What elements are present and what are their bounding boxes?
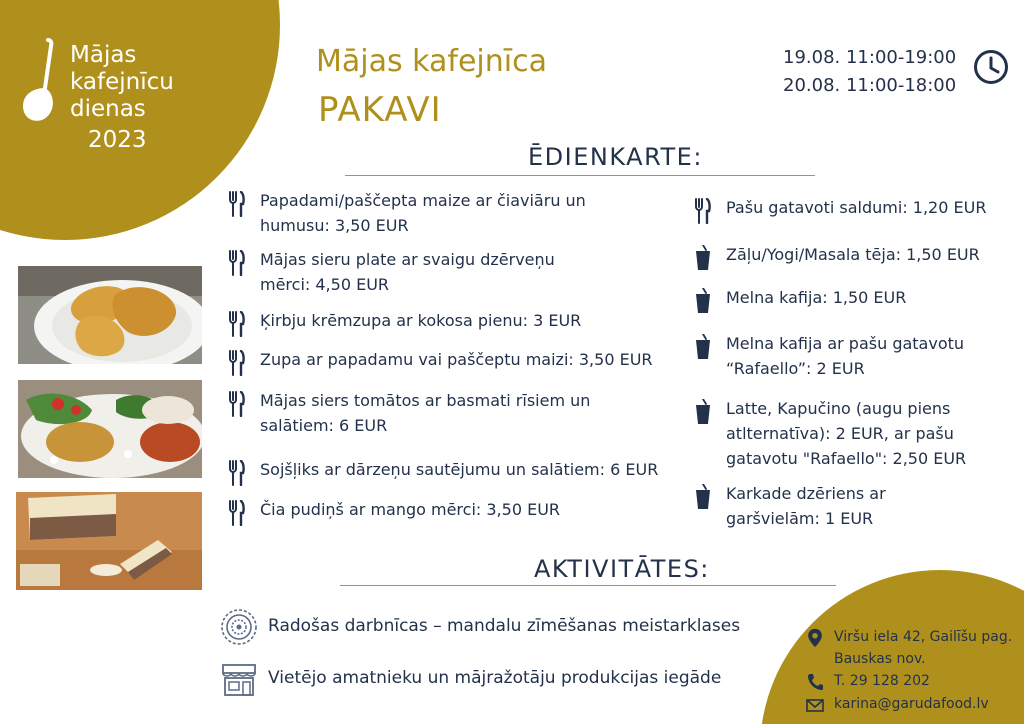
fork-knife-icon — [228, 500, 246, 526]
cup-icon — [694, 334, 712, 360]
layered-dessert-photo — [16, 492, 202, 590]
cafe-title: Mājas kafejnīca — [316, 44, 547, 79]
menu-item-text: Pašu gatavoti saldumi: 1,20 EUR — [726, 198, 987, 217]
fork-knife-icon — [228, 350, 246, 376]
menu-item-text: Papadami/paščepta maize ar čiaviāru un humusu: 3,50 EUR — [260, 191, 586, 235]
email-link[interactable]: karina@garudafood.lv — [834, 696, 989, 712]
menu-item-text: Zupa ar papadamu vai paščeptu maizi: 3,50 EUR — [260, 350, 653, 369]
logo-line-3: dienas — [70, 96, 146, 122]
address-text — [834, 626, 1012, 670]
fork-knife-icon — [228, 311, 246, 337]
hours-day-2: 20.08. 11:00-18:00 — [783, 75, 957, 96]
market-stall-icon — [220, 660, 258, 698]
menu-item-text: Mājas sieru plate ar svaigu dzērveņu mērci: 4,50 EUR — [260, 250, 555, 294]
cup-icon — [694, 484, 712, 510]
drink-item-text: Latte, Kapučino (augu piens atlternatīva): 2 EUR, ar pašu gatavotu "Rafaello": 2,50 EUR — [726, 399, 967, 468]
clock-icon — [972, 48, 1010, 86]
phone-text: T. 29 128 202 — [834, 673, 930, 689]
menu-item-sweets — [694, 195, 1014, 221]
empanada-photo — [18, 266, 202, 364]
activity-text: Radošas darbnīcas – mandalu zīmēšanas meistarklases — [268, 616, 741, 636]
envelope-icon — [806, 695, 824, 715]
menu-item — [228, 308, 648, 334]
menu-item — [228, 347, 698, 373]
logo-line-2: kafejnīcu — [70, 69, 174, 95]
fork-knife-icon — [228, 391, 246, 417]
ladle-icon — [18, 38, 62, 128]
mandala-icon — [220, 608, 258, 646]
phone-icon — [806, 672, 824, 692]
fork-knife-icon — [228, 250, 246, 276]
logo-year: 2023 — [88, 127, 147, 153]
opening-hours — [783, 44, 956, 100]
menu-item-text: Ķirbju krēmzupa ar kokosa pienu: 3 EUR — [260, 311, 582, 330]
map-pin-icon — [806, 628, 824, 648]
menu-item-text: Čia pudiņš ar mango mērci: 3,50 EUR — [260, 500, 561, 519]
curry-salad-photo — [18, 380, 202, 478]
activity-text: Vietējo amatnieku un mājražotāju produkcijas iegāde — [268, 668, 722, 688]
contact-address — [806, 626, 1022, 670]
drink-item — [694, 331, 1014, 383]
fork-knife-icon — [228, 460, 246, 486]
cup-icon — [694, 399, 712, 425]
drink-item — [694, 481, 1014, 533]
activity-item — [220, 616, 780, 640]
menu-divider — [345, 175, 815, 176]
address-line-2: Bauskas nov. — [834, 651, 926, 667]
drink-item — [694, 242, 1014, 268]
hours-day-1: 19.08. 11:00-19:00 — [783, 47, 957, 68]
menu-item — [228, 457, 698, 483]
menu-item-text: Sojšļiks ar dārzeņu sautējumu un salātiem: 6 EUR — [260, 460, 659, 479]
menu-item — [228, 188, 648, 240]
logo-line-1: Mājas — [70, 42, 137, 68]
contact-phone — [806, 670, 1016, 692]
fork-knife-icon — [228, 191, 246, 217]
drink-item-text: Melna kafija ar pašu gatavotu “Rafaello”: 2 EUR — [726, 334, 965, 378]
menu-item — [228, 247, 648, 299]
menu-item-text: Mājas siers tomātos ar basmati rīsiem un salātiem: 6 EUR — [260, 391, 591, 435]
drink-item — [694, 396, 1014, 474]
logo-title — [70, 42, 174, 123]
activities-heading: AKTIVITĀTES: — [534, 555, 710, 583]
cup-icon — [694, 245, 712, 271]
menu-item — [228, 388, 648, 440]
activity-item — [220, 668, 780, 692]
menu-heading: ĒDIENKARTE: — [528, 143, 703, 171]
address-line-1: Viršu iela 42, Gailīšu pag. — [834, 629, 1013, 645]
contact-email — [806, 693, 1022, 715]
cup-icon — [694, 288, 712, 314]
cafe-name: PAKAVI — [318, 90, 442, 130]
drink-item-text: Zāļu/Yogi/Masala tēja: 1,50 EUR — [726, 245, 980, 264]
fork-knife-icon — [694, 198, 712, 224]
drink-item-text: Melna kafija: 1,50 EUR — [726, 288, 907, 307]
activities-divider — [340, 585, 836, 586]
menu-item — [228, 497, 648, 523]
drink-item — [694, 285, 1014, 311]
drink-item-text: Karkade dzēriens ar garšvielām: 1 EUR — [726, 484, 886, 528]
